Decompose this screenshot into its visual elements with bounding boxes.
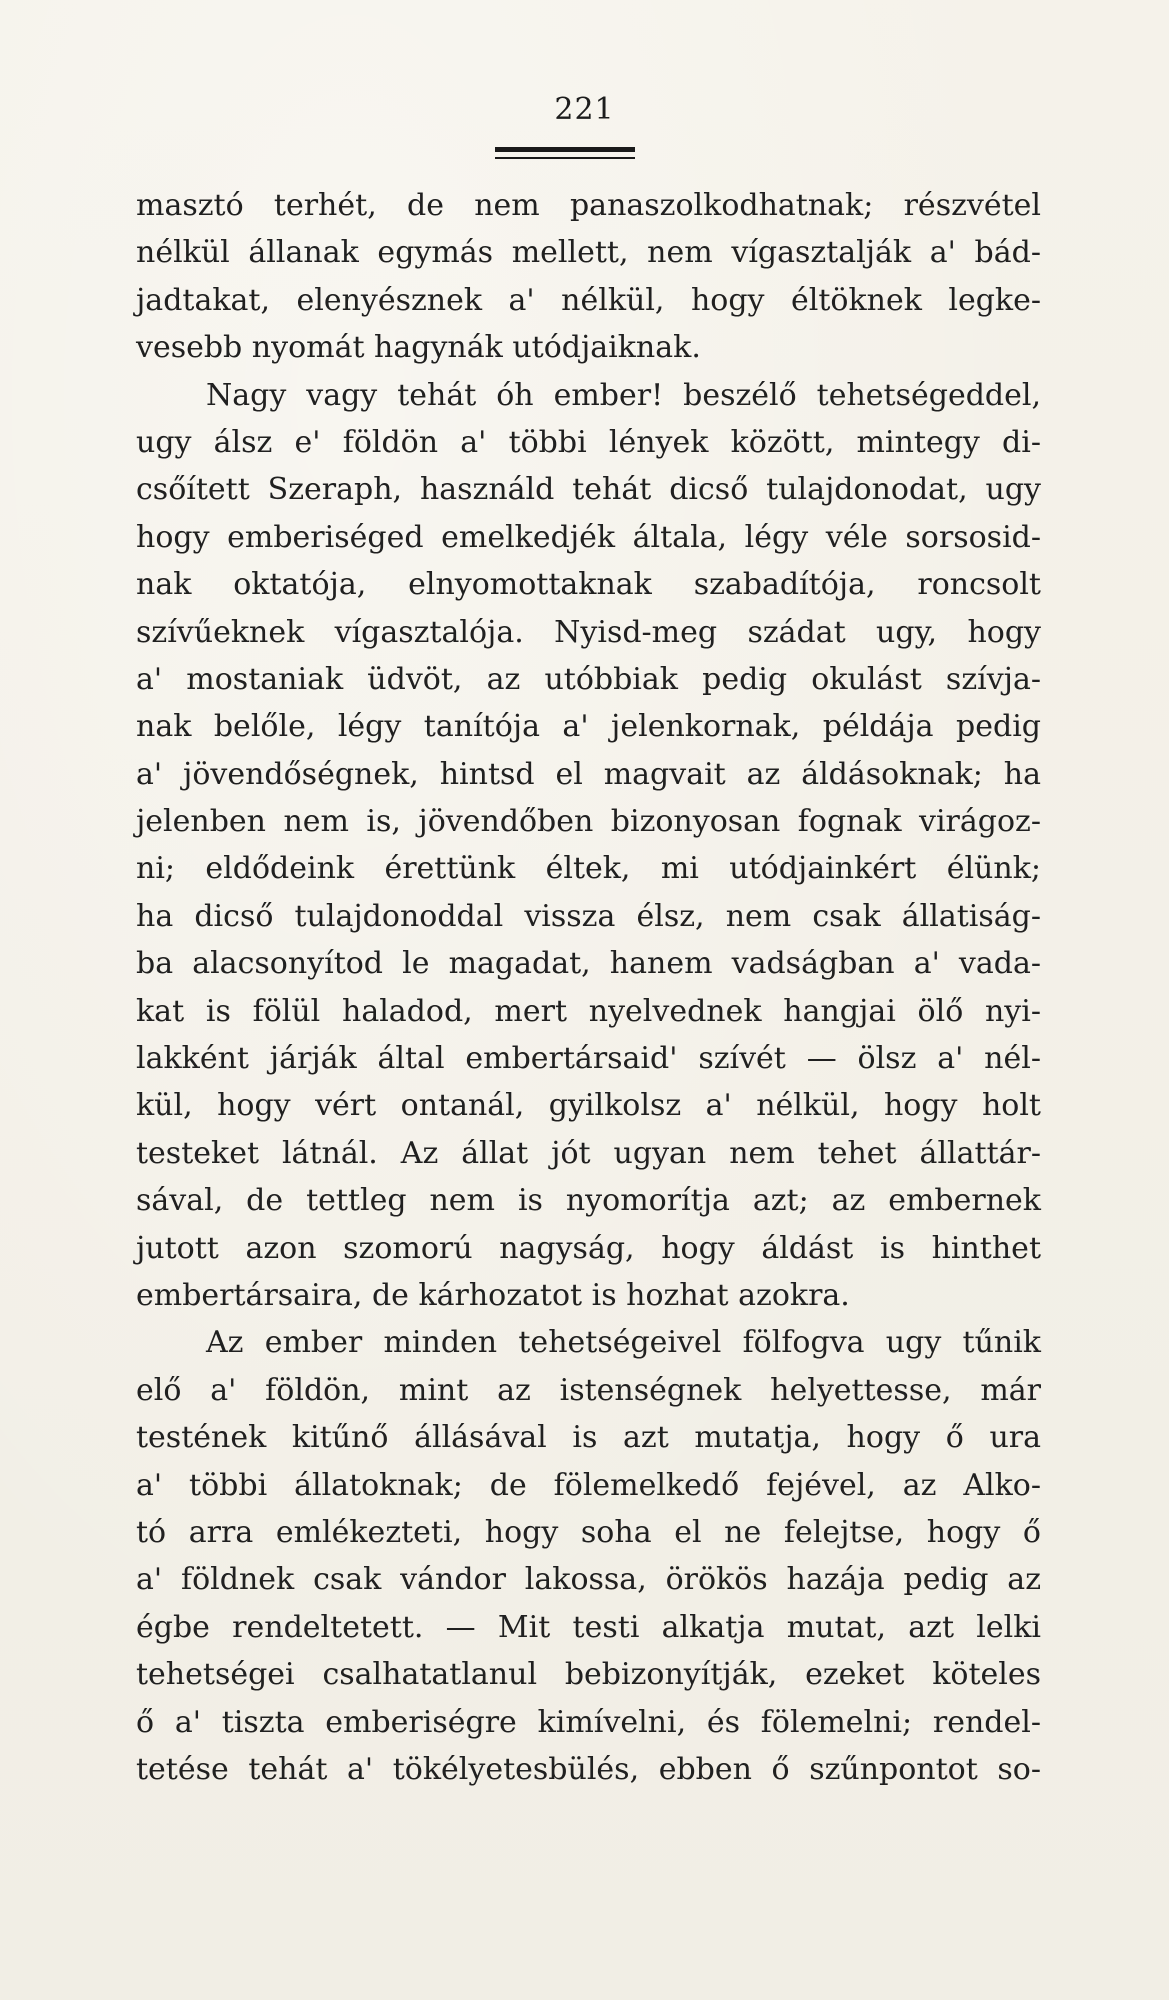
text-line: elő a' földön, mint az istenségnek helyettesse, már	[136, 1372, 1041, 1408]
body-text	[136, 182, 1041, 1793]
text-line: ba alacsonyítod le magadat, hanem vadságban a' vada-	[136, 946, 1041, 982]
text-line: nak belőle, légy tanítója a' jelenkornak, példája pedig	[136, 709, 1041, 745]
text-line: a' mostaniak üdvöt, az utóbbiak pedig okulást szívja-	[136, 661, 1041, 697]
text-line: lakként járják által embertársaid' szívét — ölsz a' nél-	[136, 1041, 1041, 1077]
text-line: jutott azon szomorú nagyság, hogy áldást is hinthet	[136, 1230, 1041, 1266]
text-line: a' földnek csak vándor lakossa, örökös hazája pedig az	[136, 1562, 1041, 1598]
text-line: a' jövendőségnek, hintsd el magvait az áldásoknak; ha	[136, 756, 1041, 792]
text-line: vesebb nyomát hagynák utódjaiknak.	[136, 330, 701, 366]
header-rule-thin	[495, 157, 635, 159]
text-line: embertársaira, de kárhozatot is hozhat azokra.	[136, 1277, 850, 1313]
text-line: a' többi állatoknak; de fölemelkedő fejével, az Alko-	[136, 1467, 1041, 1503]
text-line: sával, de tettleg nem is nyomorítja azt; az embernek	[136, 1183, 1041, 1219]
text-line: tehetségei csalhatatlanul bebizonyítják, ezeket köteles	[136, 1657, 1041, 1693]
text-line: jadtakat, elenyésznek a' nélkül, hogy éltöknek legke-	[136, 282, 1041, 318]
text-line: kül, hogy vért ontanál, gyilkolsz a' nélkül, hogy holt	[136, 1088, 1041, 1124]
text-line: ugy álsz e' földön a' többi lények között, mintegy di-	[136, 424, 1041, 460]
text-line: Az ember minden tehetségeivel fölfogva ugy tűnik	[206, 1325, 1041, 1361]
text-line: ő a' tiszta emberiségre kimívelni, és fölemelni; rendel-	[136, 1704, 1041, 1740]
text-line: hogy emberiséged emelkedjék általa, légy véle sorsosid-	[136, 519, 1041, 555]
text-line: Nagy vagy tehát óh ember! beszélő tehetségeddel,	[206, 377, 1041, 413]
text-line: jelenben nem is, jövendőben bizonyosan fognak virágoz-	[136, 804, 1041, 840]
text-line: tetése tehát a' tökélyetesbülés, ebben ő szűnpontot so-	[136, 1751, 1041, 1787]
text-line: nélkül állanak egymás mellett, nem vígasztalják a' bád-	[136, 235, 1041, 271]
text-line: ha dicső tulajdonoddal vissza élsz, nem csak állatiság-	[136, 898, 1041, 934]
text-line: tó arra emlékezteti, hogy soha el ne felejtse, hogy ő	[136, 1514, 1041, 1550]
text-line: kat is fölül haladod, mert nyelvednek hangjai ölő nyi-	[136, 993, 1041, 1029]
page-number: 221	[554, 92, 615, 127]
text-line: testének kitűnő állásával is azt mutatja, hogy ő ura	[136, 1420, 1041, 1456]
text-line: ni; eldődeink érettünk éltek, mi utódjainkért élünk;	[136, 851, 1041, 887]
text-line: testeket látnál. Az állat jót ugyan nem tehet állattár-	[136, 1135, 1041, 1171]
text-line: égbe rendeltetett. — Mit testi alkatja mutat, azt lelki	[136, 1609, 1041, 1645]
header-rule	[495, 147, 635, 152]
text-line: szívűeknek vígasztalója. Nyisd-meg szádat ugy, hogy	[136, 614, 1041, 650]
text-line: csőített Szeraph, használd tehát dicső tulajdonodat, ugy	[136, 472, 1041, 508]
text-line: masztó terhét, de nem panaszolkodhatnak; részvétel	[136, 188, 1041, 223]
text-line: nak oktatója, elnyomottaknak szabadítója, roncsolt	[136, 567, 1041, 603]
